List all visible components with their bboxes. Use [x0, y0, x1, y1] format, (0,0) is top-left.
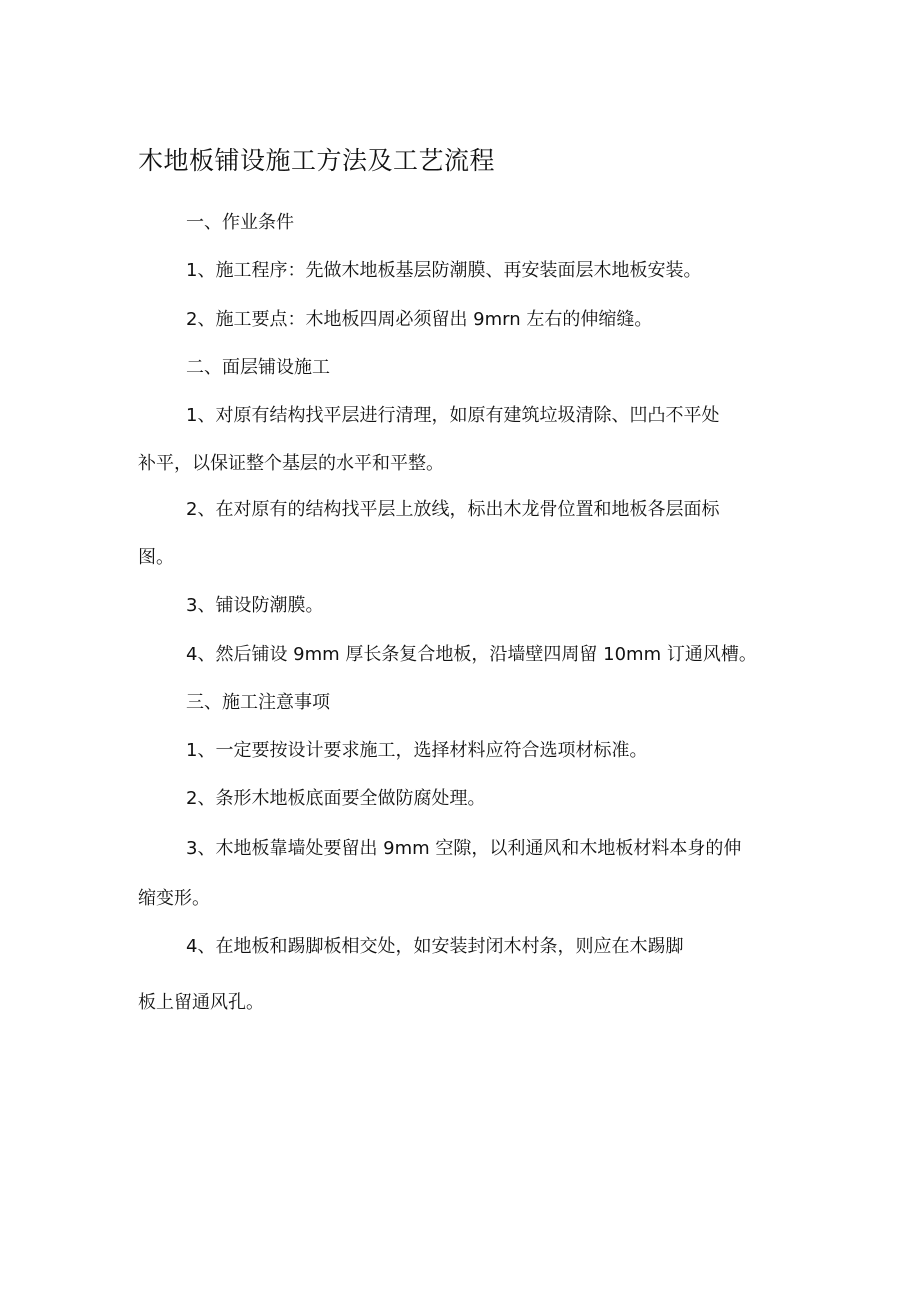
- paragraph-line: 1、一定要按设计要求施工，选择材料应符合选项材标准。: [186, 740, 648, 761]
- paragraph-line: 缩变形。: [138, 888, 210, 909]
- paragraph-line: 4、然后铺设 9mm 厚长条复合地板，沿墙壁四周留 10mm 订通风槽。: [186, 644, 757, 665]
- paragraph-line: 2、条形木地板底面要全做防腐处理。: [186, 788, 486, 809]
- paragraph-line: 板上留通风孔。: [138, 992, 264, 1013]
- section-heading-surface-laying: 二、面层铺设施工: [186, 357, 330, 378]
- paragraph-line: 1、对原有结构找平层进行清理，如原有建筑垃圾清除、凹凸不平处: [186, 405, 720, 426]
- paragraph-line: 2、施工要点：木地板四周必须留出 9mrn 左右的伸缩缝。: [186, 309, 653, 330]
- document-title: 木地板铺设施工方法及工艺流程: [138, 146, 496, 175]
- paragraph-line: 1、施工程序：先做木地板基层防潮膜、再安装面层木地板安装。: [186, 260, 702, 281]
- paragraph-line: 3、木地板靠墙处要留出 9mm 空隙，以利通风和木地板材料本身的伸: [186, 838, 742, 859]
- section-heading-precautions: 三、施工注意事项: [186, 692, 330, 713]
- paragraph-line: 3、铺设防潮膜。: [186, 595, 324, 616]
- paragraph-line: 2、在对原有的结构找平层上放线，标出木龙骨位置和地板各层面标: [186, 499, 720, 520]
- paragraph-line: 4、在地板和踢脚板相交处，如安装封闭木村条，则应在木踢脚: [186, 936, 684, 957]
- paragraph-line: 图。: [138, 547, 174, 568]
- paragraph-line: 补平，以保证整个基层的水平和平整。: [138, 453, 444, 474]
- section-heading-work-conditions: 一、作业条件: [186, 212, 294, 233]
